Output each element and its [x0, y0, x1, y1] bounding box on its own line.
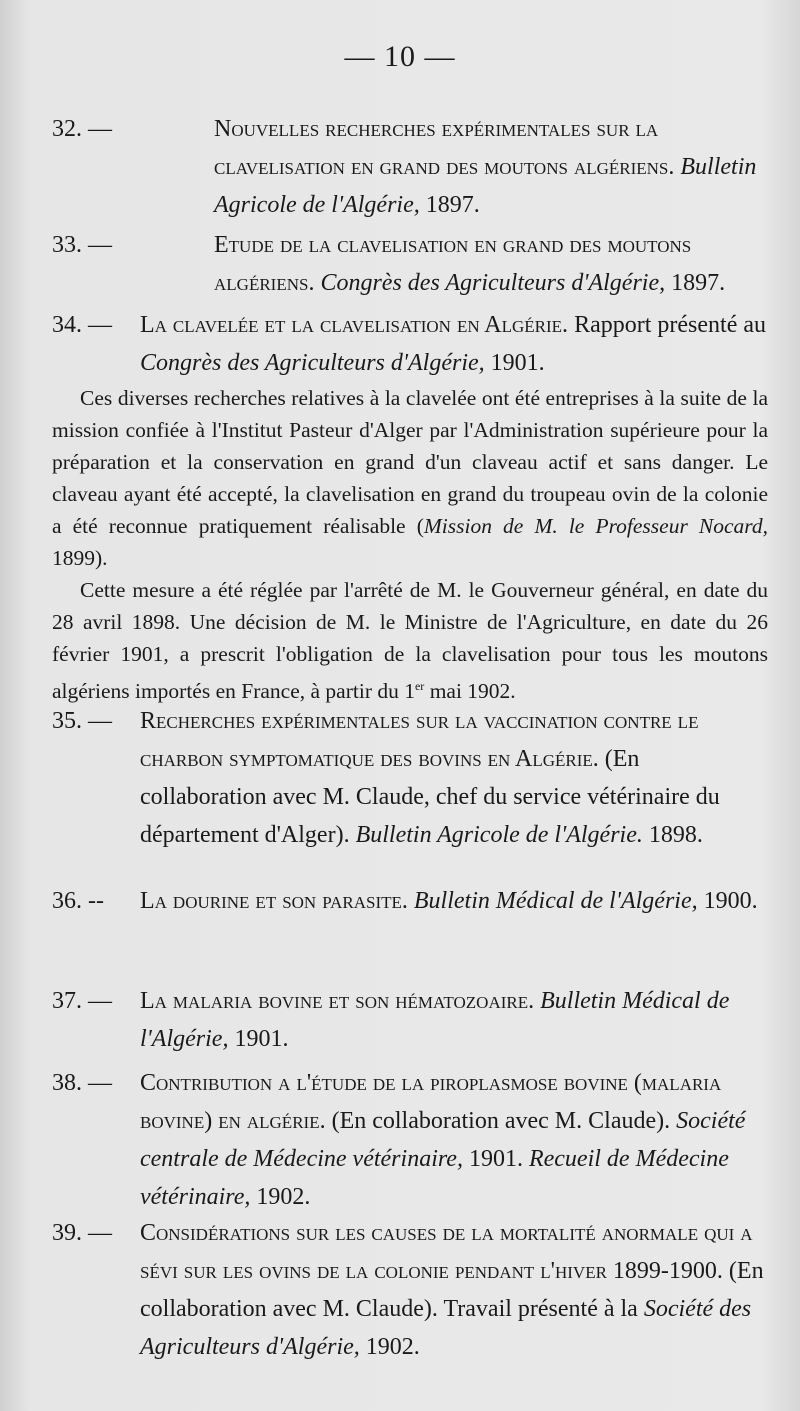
entry-pre: Rapport présenté au [574, 312, 766, 338]
bibliography-entry [52, 702, 768, 854]
entry-number: 38. — [52, 1070, 112, 1096]
entry-year: 1901. [234, 1026, 289, 1052]
commentary [52, 382, 768, 707]
bibliography-entry [52, 982, 768, 1058]
paragraph: Ces diverses recherches relatives à la clavelée ont été entreprises à la suite de la mission confiée à l'Institut Pasteur d'Alger par l'Administration supérieure pour la préparation et la conservation en grand d'un claveau actif et sans danger. Le claveau ayant été accepté, la clavelisation en grand du troupeau ovin de la colonie a été reconnue pratiquement réalisable (Mission de M. le Professeur Nocard, 1899). [52, 386, 768, 570]
entry-year: 1898. [648, 822, 703, 848]
entry-note: (En collaboration avec M. Claude). [331, 1108, 671, 1134]
entry-year: 1902. [365, 1334, 420, 1360]
entry-title: La clavelée et la clavelisation en Algérie. [140, 312, 569, 338]
entry-year: 1901. [490, 350, 545, 376]
bibliography-entry [52, 306, 768, 382]
entry-source: Société des Agriculteurs d'Algérie, [140, 1296, 752, 1360]
entry-title: Recherches expérimentales sur la vaccination contre le charbon symptomatique des bovins en Algérie. [140, 708, 699, 772]
entry-year-2: 1902. [256, 1184, 311, 1210]
entry-title: Considérations sur les causes de la mortalité anormale qui a sévi sur les ovins de la colonie pendant l'hiver [140, 1220, 753, 1284]
entry-year: 1897. [425, 192, 480, 218]
entry-number: 33. — [52, 232, 112, 258]
entry-number: 37. — [52, 988, 112, 1014]
entry-note: (En collaboration avec M. Claude). Travail présenté à la [140, 1258, 764, 1322]
entry-number: 35. — [52, 708, 112, 734]
entry-source: Société centrale de Médecine vétérinaire, [140, 1108, 746, 1172]
bibliography-entry [52, 226, 768, 302]
entry-source: Bulletin Agricole de l'Algérie. [355, 822, 643, 848]
entry-year: 1901. [468, 1146, 523, 1172]
paragraph: Cette mesure a été réglée par l'arrêté de M. le Gouverneur général, en date du 28 avril 1898. Une décision de M. le Ministre de l'Agriculture, en date du 26 février 1901, a prescrit l'obligation de la clavelisation pour tous les moutons algériens importés en France, à partir du 1er mai 1902. [52, 578, 768, 704]
entry-title: Contribution a l'étude de la piroplasmose bovine (malaria bovine) en algérie. [140, 1070, 722, 1134]
entry-source: Bulletin Médical de l'Algérie, [413, 888, 698, 914]
bibliography-entry [52, 110, 768, 224]
entry-title: La dourine et son parasite. [140, 888, 408, 914]
entry-source-2: Recueil de Médecine vétérinaire, [140, 1146, 729, 1210]
entry-number: 32. — [52, 116, 112, 142]
entry-title: Nouvelles recherches expérimentales sur la clavelisation en grand des moutons algériens. [214, 116, 675, 180]
page-number: — 10 — [344, 40, 456, 73]
entry-source: Congrès des Agriculteurs d'Algérie, [140, 350, 485, 376]
entry-title: Etude de la clavelisation en grand des moutons algériens. [214, 232, 692, 296]
bibliography-entry [52, 1214, 768, 1366]
entry-year-range: 1899-1900. [612, 1258, 723, 1284]
entry-number: 36. -- [52, 888, 104, 914]
entry-title: La malaria bovine et son hématozoaire. [140, 988, 535, 1014]
entry-source: Bulletin Agricole de l'Algérie, [214, 154, 757, 218]
bibliography-entry [52, 882, 768, 920]
entry-source: Bulletin Médical de l'Algérie, [140, 988, 730, 1052]
entry-number: 39. — [52, 1220, 112, 1246]
entry-note: (En collaboration avec M. Claude, chef du service vétérinaire du département d'Alger). [140, 746, 720, 848]
entry-year: 1900. [703, 888, 758, 914]
entry-year: 1897. [671, 270, 726, 296]
entry-source: Congrès des Agriculteurs d'Algérie, [320, 270, 666, 296]
bibliography-entry [52, 1064, 768, 1216]
entry-number: 34. — [52, 312, 112, 338]
